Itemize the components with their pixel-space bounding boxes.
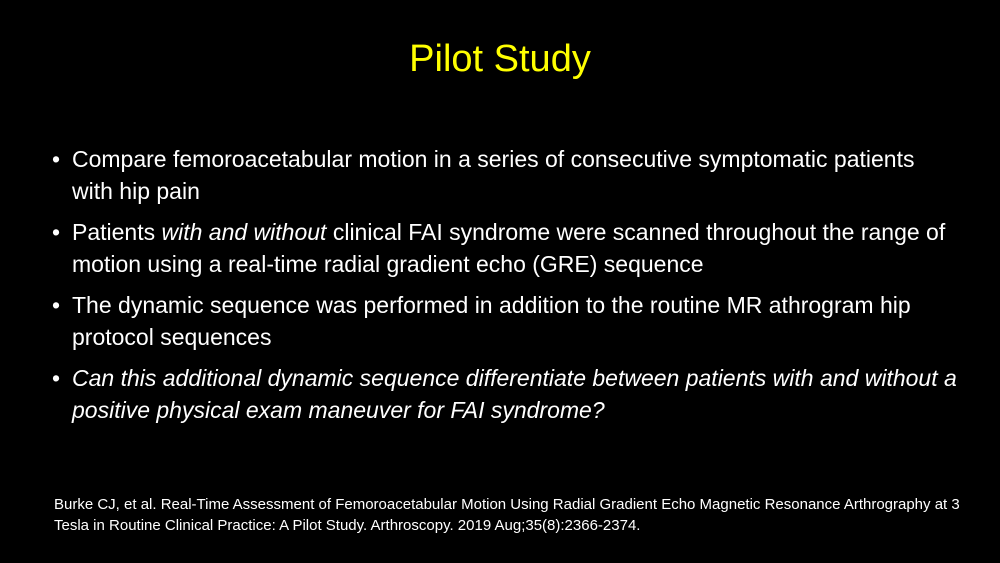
slide-title: Pilot Study xyxy=(409,38,591,80)
bullet-item-patients-scanned xyxy=(52,216,957,280)
bullet-text: Compare femoroacetabular motion in a series of consecutive symptomatic patients with hip pain xyxy=(72,146,915,204)
bullet-list xyxy=(52,143,957,435)
citation-reference: Burke CJ, et al. Real-Time Assessment of Femoroacetabular Motion Using Radial Gradient Echo Magnetic Resonance Arthrography at 3 Tesla in Routine Clinical Practice: A Pilot Study. Arthroscopy. 2019 Aug;35(8):2366-2374. xyxy=(54,496,960,534)
bullet-icon: • xyxy=(52,365,61,391)
bullet-text: The dynamic sequence was performed in addition to the routine MR athrogram hip protocol sequences xyxy=(72,292,911,350)
bullet-icon: • xyxy=(52,292,61,318)
bullet-text-part: clinical FAI syndrome were scanned throughout the range of motion using a real-time radial gradient echo (GRE) sequence xyxy=(72,219,946,277)
bullet-text-emphasis: with and without xyxy=(161,219,327,245)
bullet-text-part: Patients xyxy=(72,219,162,245)
bullet-text xyxy=(72,219,945,277)
bullet-item-research-question xyxy=(52,362,957,426)
bullet-icon: • xyxy=(52,146,61,172)
bullet-icon: • xyxy=(52,219,61,245)
bullet-item-compare-motion xyxy=(52,143,957,207)
bullet-item-dynamic-sequence xyxy=(52,289,957,353)
bullet-text: Can this additional dynamic sequence differentiate between patients with and without a positive physical exam maneuver for FAI syndrome? xyxy=(72,365,957,423)
